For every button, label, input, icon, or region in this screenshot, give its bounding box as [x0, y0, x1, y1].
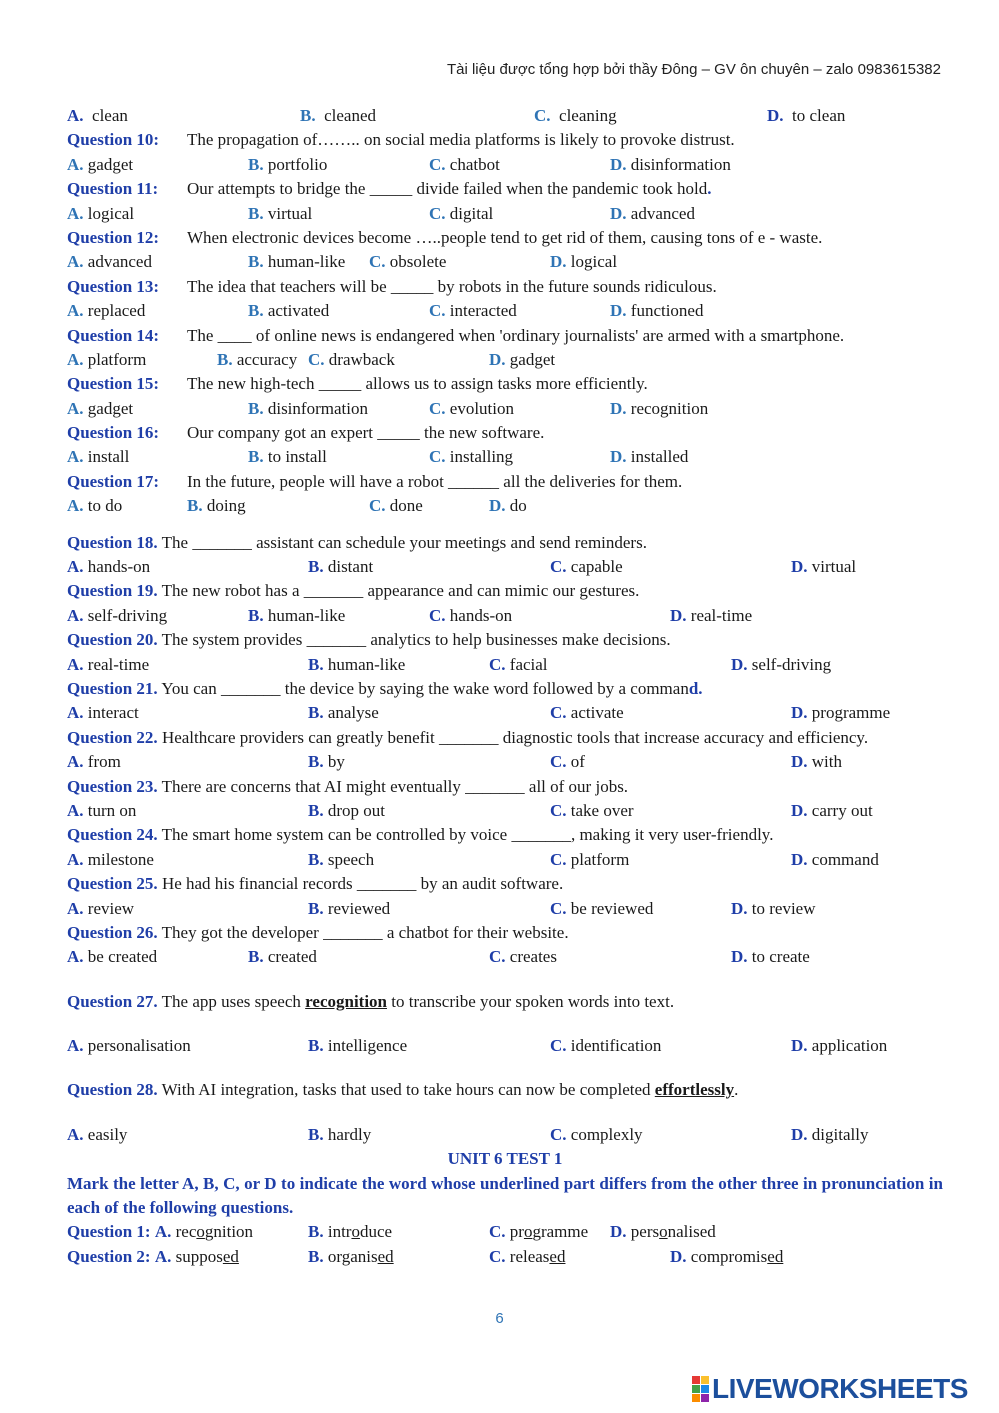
option-d: to clean — [792, 106, 846, 125]
question-text: The propagation of…….. on social media platforms is likely to provoke distrust. — [187, 130, 735, 150]
option-a: A. gadget — [67, 154, 134, 174]
option-d: D. logical — [550, 252, 618, 272]
question-text: Our attempts to bridge the _____ divide failed when the pandemic took hold. — [187, 179, 712, 199]
question-text: Our company got an expert _____ the new software. — [187, 423, 545, 443]
option-c: C. digital — [429, 203, 494, 223]
question-27: Question 27. The app uses speech recognition to transcribe your spoken words into text. — [67, 991, 675, 1011]
liveworksheets-logo: LIVEWORKSHEETS — [692, 1374, 968, 1404]
question-28-options: A. easily B. hardly C. complexly D. digitally — [67, 1124, 869, 1144]
question-text: The smart home system can be controlled by voice _______, making it very user-friendly. — [161, 825, 774, 845]
option-c: C. interacted — [429, 301, 517, 321]
underlined-word: recognition — [305, 991, 388, 1011]
option-a: A. platform — [67, 349, 147, 369]
question: Question 23. There are concerns that AI might eventually _______ all of our jobs. — [67, 776, 629, 796]
option-c: C. installing — [429, 447, 514, 467]
option-a: A. review — [67, 898, 135, 918]
question-options — [67, 750, 943, 774]
option-d: D. real-time — [670, 605, 753, 625]
question-group-a — [67, 128, 943, 518]
option-b: B. activated — [248, 301, 330, 321]
option-a: A. turn on — [67, 800, 137, 820]
option-a: A. be created — [67, 947, 158, 967]
question-text: He had his financial records _______ by an audit software. — [161, 874, 564, 894]
option-d: D. carry out — [791, 800, 873, 820]
question: Question 13: The idea that teachers will be _____ by robots in the future sounds ridiculous. — [67, 275, 943, 299]
question-options — [67, 348, 943, 372]
option-a: A. replaced — [67, 301, 146, 321]
option-b: B. accuracy — [217, 349, 298, 369]
question-text: In the future, people will have a robot ______ all the deliveries for them. — [187, 471, 683, 491]
option-a: A. install — [67, 447, 130, 467]
question: Question 22. Healthcare providers can greatly benefit _______ diagnostic tools that increase accuracy and efficiency. — [67, 727, 869, 747]
question: Question 12: When electronic devices become …..people tend to get rid of them, causing tons of e - waste. — [67, 226, 943, 250]
option-d: D. programme — [791, 703, 891, 723]
option-b: B. to install — [248, 447, 327, 467]
option-a: A. gadget — [67, 398, 134, 418]
question-options — [67, 604, 943, 628]
question-text: Healthcare providers can greatly benefit _______ diagnostic tools that increase accuracy and efficiency. — [161, 727, 869, 747]
option-a: A. from — [67, 752, 121, 772]
option-d: D. do — [489, 496, 527, 516]
underlined-word: effortlessly — [654, 1080, 735, 1100]
question-28: Question 28. With AI integration, tasks that used to take hours can now be completed effortlessly. — [67, 1080, 739, 1100]
option-a: recognition — [175, 1222, 254, 1242]
option-d: D. with — [791, 752, 843, 772]
option-c: C. of — [550, 752, 585, 772]
option-d: D. recognition — [610, 398, 709, 418]
question-options — [67, 945, 943, 969]
option-b: cleaned — [324, 106, 376, 125]
question: Question 25. He had his financial records _______ by an audit software. — [67, 874, 564, 894]
option-c: C. hands-on — [429, 605, 513, 625]
question-options — [67, 299, 943, 323]
option-b: organised — [327, 1246, 394, 1266]
option-c: C. take over — [550, 800, 634, 820]
option-c: C. chatbot — [429, 154, 500, 174]
option-b: introduce — [327, 1222, 393, 1242]
option-d: compromised — [690, 1246, 784, 1266]
option-d: D. installed — [610, 447, 689, 467]
option-c: C. evolution — [429, 398, 514, 418]
question: Question 15: The new high-tech _____ allows us to assign tasks more efficiently. — [67, 372, 943, 396]
question-27-options: A. personalisation B. intelligence C. identification D. application — [67, 1036, 888, 1056]
question-text: When electronic devices become …..people tend to get rid of them, causing tons of e - waste. — [187, 227, 823, 247]
option-d: D. advanced — [610, 203, 695, 223]
option-c: C. drawback — [308, 349, 395, 369]
question: Question 11: Our attempts to bridge the _____ divide failed when the pandemic took hold. — [67, 177, 943, 201]
option-b: B. created — [248, 947, 317, 967]
option-d: D. virtual — [791, 557, 857, 577]
option-b: B. drop out — [308, 800, 385, 820]
question: Question 18. The _______ assistant can schedule your meetings and send reminders. — [67, 532, 647, 552]
option-d: D. disinformation — [610, 154, 731, 174]
option-b: B. by — [308, 752, 345, 772]
question-options — [67, 897, 943, 921]
option-b: B. speech — [308, 849, 375, 869]
option-d: D. command — [791, 849, 879, 869]
question-options — [67, 153, 943, 177]
question-group-b — [67, 531, 943, 970]
option-d: D. to create — [731, 947, 810, 967]
question: Question 14: The ____ of online news is endangered when 'ordinary journalists' are armed with a smartphone. — [67, 324, 943, 348]
option-b: B. human-like — [248, 605, 346, 625]
page-header: Tài liệu được tổng hợp bởi thầy Đông – GV ôn chuyên – zalo 0983615382 — [446, 61, 941, 78]
question-text: The ____ of online news is endangered when 'ordinary journalists' are armed with a smartphone. — [187, 325, 845, 345]
option-a: A. real-time — [67, 654, 150, 674]
question: Question 21. You can _______ the device by saying the wake word followed by a command. — [67, 678, 703, 698]
option-c: C. platform — [550, 849, 630, 869]
worksheet-content — [67, 104, 943, 1269]
option-b: B. distant — [308, 557, 374, 577]
option-a: supposed — [175, 1246, 239, 1266]
option-a: A. logical — [67, 203, 135, 223]
option-d: personalised — [630, 1222, 716, 1242]
question-options — [67, 494, 943, 518]
question: Question 24. The smart home system can be controlled by voice _______, making it very user-friendly. — [67, 825, 774, 845]
option-d: D. gadget — [489, 349, 556, 369]
question-options — [67, 701, 943, 725]
option-a: A. advanced — [67, 252, 152, 272]
option-b: B. disinformation — [248, 398, 368, 418]
option-c: C. activate — [550, 703, 624, 723]
question-text: You can _______ the device by saying the wake word followed by a comman — [161, 678, 689, 698]
question-options — [67, 397, 943, 421]
question: Question 19. The new robot has a _______ appearance and can mimic our gestures. — [67, 581, 640, 601]
q9-options: A. clean B. cleaned C. cleaning D. to clean — [67, 106, 846, 125]
option-b: B. portfolio — [248, 154, 328, 174]
question-options — [67, 250, 943, 274]
option-b: B. doing — [187, 496, 246, 516]
option-a: A. hands-on — [67, 557, 151, 577]
option-c: C. facial — [489, 654, 548, 674]
question-options — [67, 653, 943, 677]
question-options — [67, 445, 943, 469]
option-b: B. virtual — [248, 203, 313, 223]
option-d: D. self-driving — [731, 654, 832, 674]
logo-blocks-icon — [692, 1376, 710, 1402]
option-a: A. to do — [67, 496, 123, 516]
question-options — [67, 555, 943, 579]
question: Question 16: Our company got an expert _____ the new software. — [67, 421, 943, 445]
question-text: The new robot has a _______ appearance and can mimic our gestures. — [161, 581, 640, 601]
question-text: The system provides _______ analytics to help businesses make decisions. — [161, 630, 671, 650]
option-a: A. interact — [67, 703, 139, 723]
option-c: C. be reviewed — [550, 898, 654, 918]
option-b: B. analyse — [308, 703, 379, 723]
option-b: B. reviewed — [308, 898, 391, 918]
pronunciation-question-2: Question 2: A. supposed B. organised C. released D. compromised — [67, 1246, 784, 1266]
option-c: programme — [509, 1222, 589, 1242]
option-c: C. obsolete — [369, 252, 447, 272]
question: Question 10: The propagation of…….. on social media platforms is likely to provoke distrust. — [67, 128, 943, 152]
option-c: cleaning — [559, 106, 617, 125]
option-b: B. human-like — [308, 654, 406, 674]
option-a: A. milestone — [67, 849, 154, 869]
option-a: clean — [92, 106, 128, 125]
option-d: D. to review — [731, 898, 816, 918]
option-c: released — [509, 1246, 566, 1266]
page-number: 6 — [495, 1310, 504, 1327]
question-text: The new high-tech _____ allows us to assign tasks more efficiently. — [187, 374, 648, 394]
option-c: C. done — [369, 496, 423, 516]
question-text: They got the developer _______ a chatbot for their website. — [161, 922, 569, 942]
question-text: There are concerns that AI might eventually _______ all of our jobs. — [161, 776, 629, 796]
section-instruction: Mark the letter A, B, C, or D to indicate the word whose underlined part differs from the other three in pronunciation in each of the following questions. — [67, 1173, 943, 1218]
pronunciation-question-1: Question 1: A. recognition B. introduce C. programme D. personalised — [67, 1222, 716, 1242]
unit-title: UNIT 6 TEST 1 — [447, 1149, 563, 1169]
option-a: A. self-driving — [67, 605, 168, 625]
question-text: The idea that teachers will be _____ by robots in the future sounds ridiculous. — [187, 276, 717, 296]
question-options — [67, 799, 943, 823]
option-c: C. capable — [550, 557, 623, 577]
question: Question 17: In the future, people will have a robot ______ all the deliveries for them. — [67, 470, 943, 494]
option-c: C. creates — [489, 947, 557, 967]
question: Question 26. They got the developer _______ a chatbot for their website. — [67, 922, 569, 942]
option-d: D. functioned — [610, 301, 704, 321]
question-text: The _______ assistant can schedule your meetings and send reminders. — [161, 532, 647, 552]
question-options — [67, 202, 943, 226]
question-options — [67, 848, 943, 872]
option-b: B. human-like — [248, 252, 346, 272]
question: Question 20. The system provides _______ analytics to help businesses make decisions. — [67, 630, 671, 650]
